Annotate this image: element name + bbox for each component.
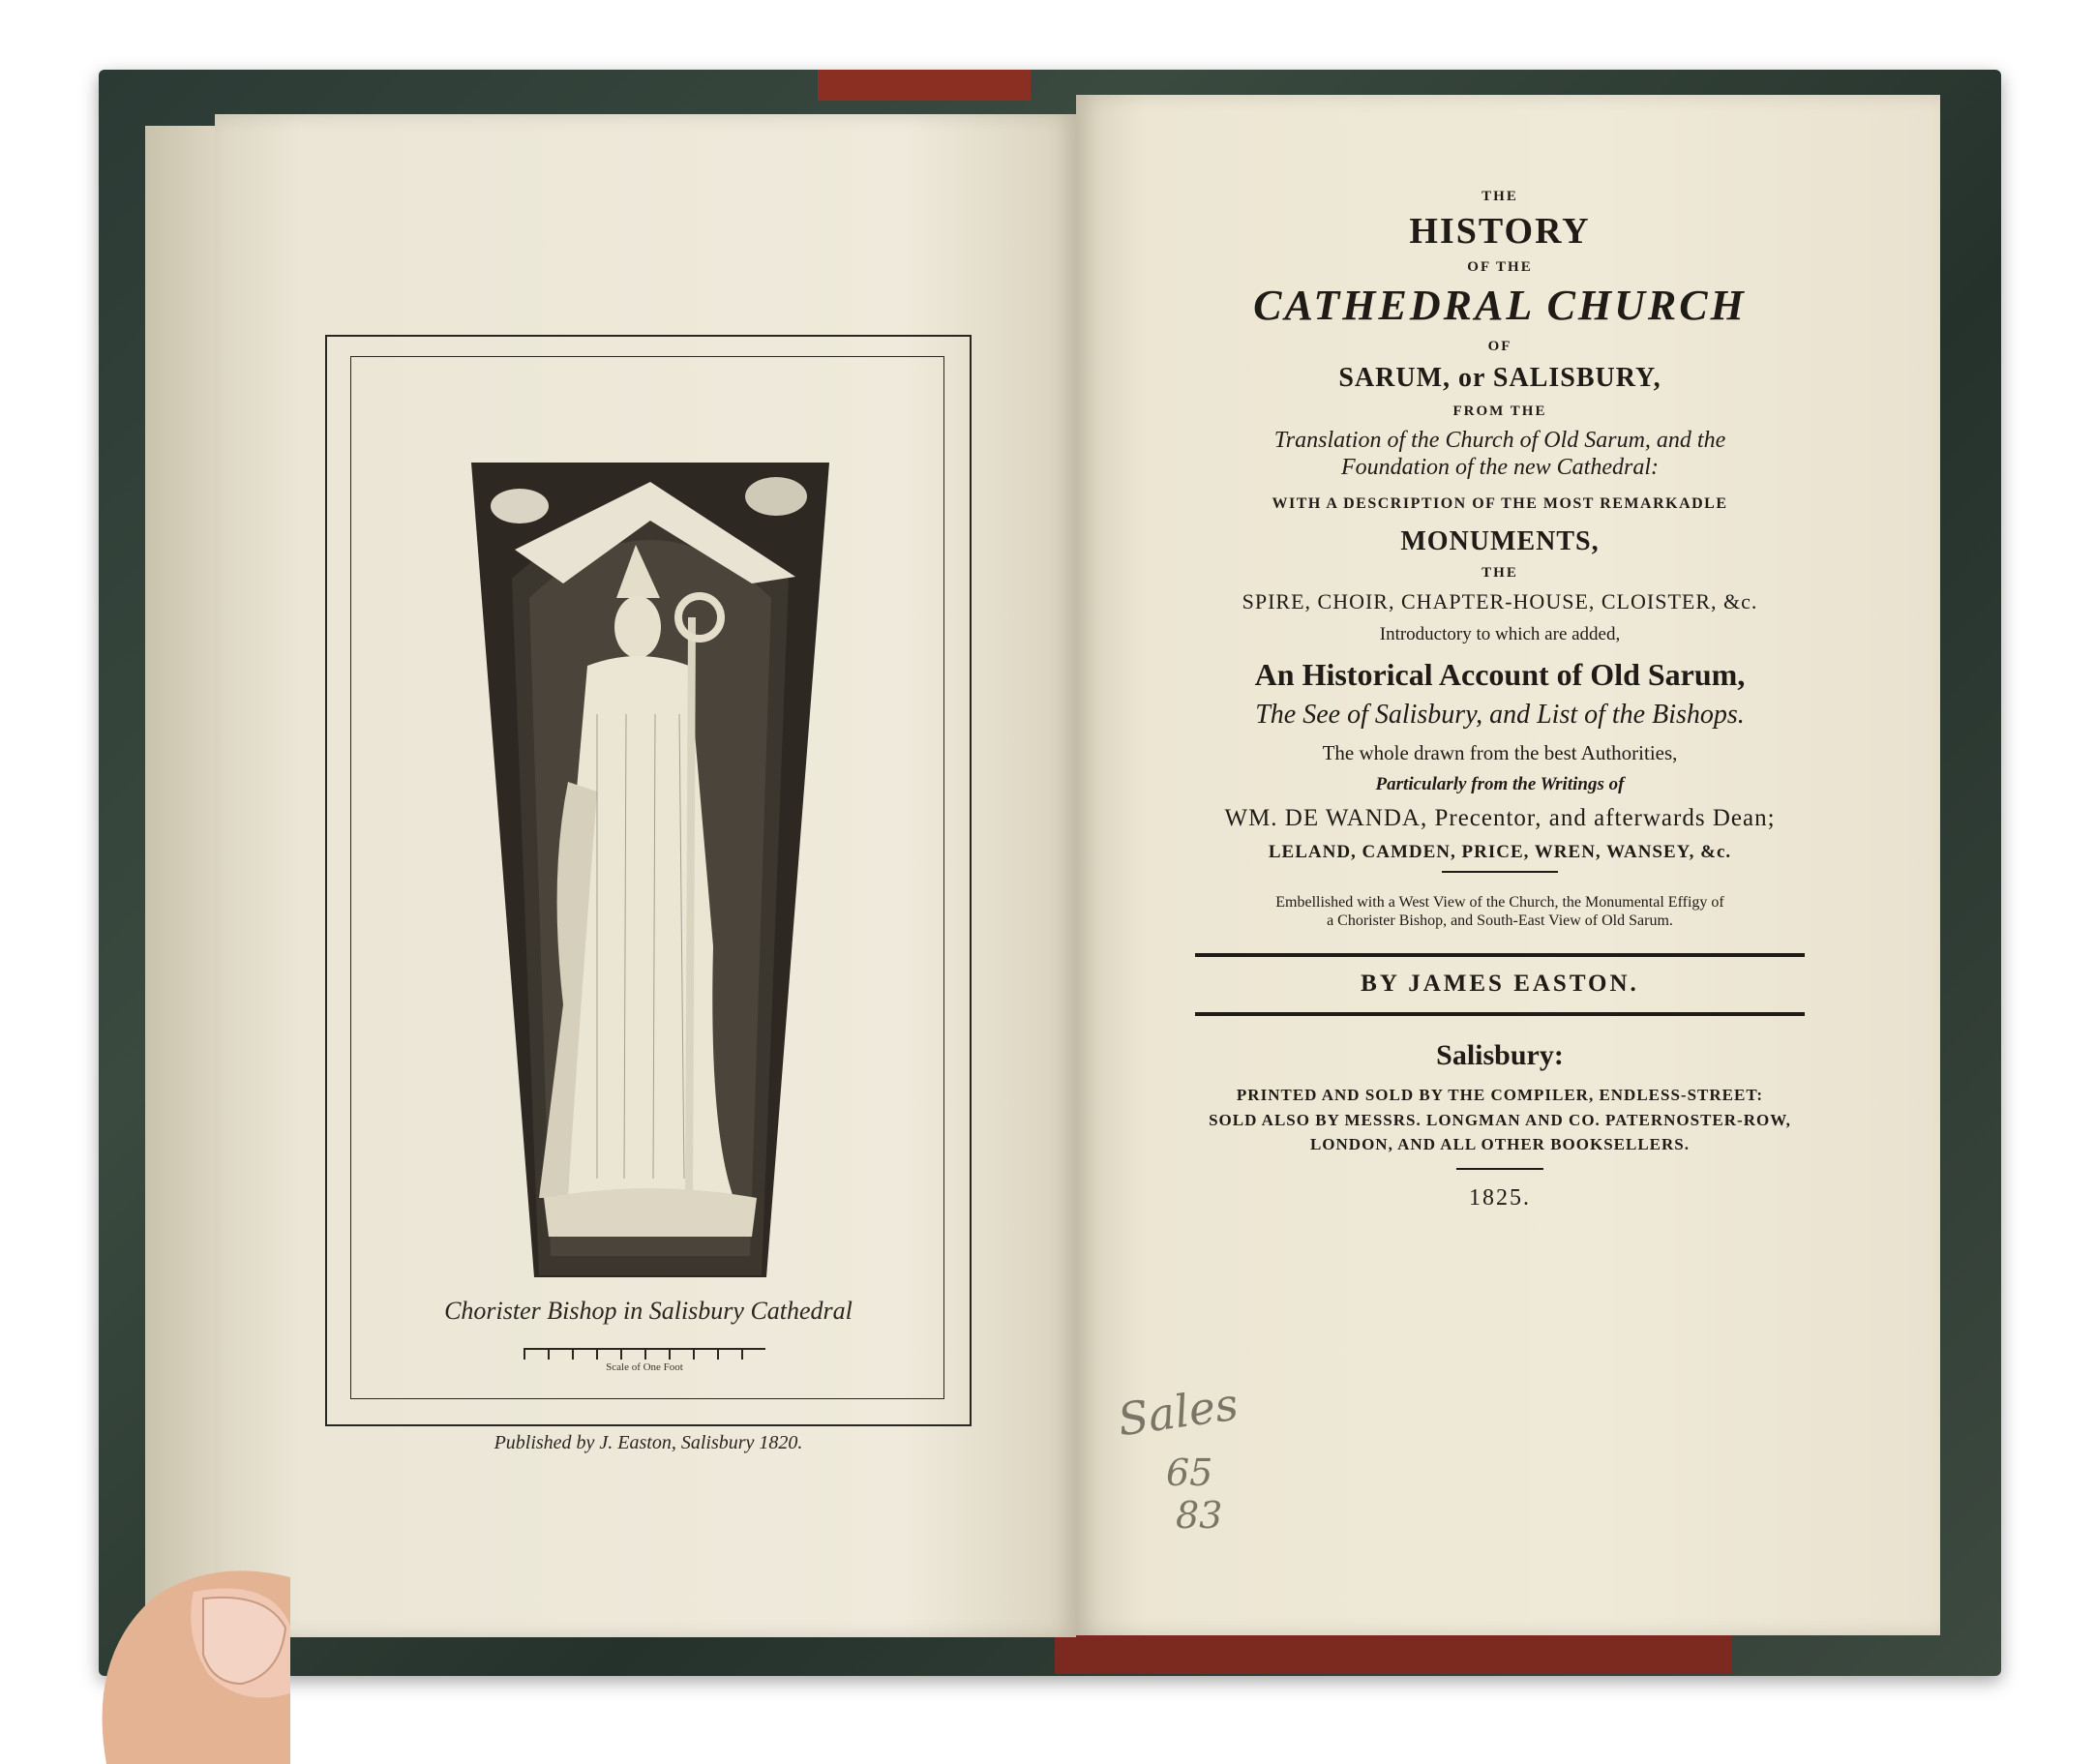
the-label-2: THE — [1481, 565, 1518, 582]
imprint-place: Salisbury: — [1436, 1038, 1564, 1071]
title-sarum: SARUM, or SALISBURY, — [1338, 363, 1661, 394]
of-label: OF — [1487, 338, 1512, 354]
pencil-word: Sales — [1114, 1377, 1242, 1447]
translation-line: Translation of the Church of Old Sarum, and the — [1273, 428, 1726, 454]
publication-year: 1825. — [1469, 1184, 1531, 1211]
effigy-engraving — [471, 463, 829, 1277]
wanda-line: WM. DE WANDA, Precentor, and afterwards Dean; — [1224, 804, 1776, 831]
embellished-line-1: Embellished with a West View of the Church, the Monumental Effigy of — [1275, 894, 1724, 912]
short-rule-2 — [1456, 1168, 1543, 1170]
embellished-line-2: a Chorister Bishop, and South-East View of Old Sarum. — [1327, 912, 1673, 929]
printed-line-1: PRINTED AND SOLD BY THE COMPILER, ENDLESS-STREET: — [1236, 1086, 1764, 1105]
particularly-line: Particularly from the Writings of — [1375, 773, 1625, 794]
printed-line-2: SOLD ALSO BY MESSRS. LONGMAN AND CO. PATERNOSTER-ROW, — [1209, 1110, 1791, 1129]
author-line: BY JAMES EASTON. — [1361, 970, 1639, 997]
publication-line: Published by J. Easton, Salisbury 1820. — [494, 1432, 803, 1453]
short-rule-1 — [1442, 871, 1558, 873]
pencil-annotation — [1079, 1377, 1272, 1555]
leland-line: LELAND, CAMDEN, PRICE, WREN, WANSEY, &c. — [1268, 842, 1732, 863]
whole-drawn-line: The whole drawn from the best Authorities, — [1322, 740, 1678, 764]
rule-top — [1195, 953, 1805, 957]
title-cathedral-church: CATHEDRAL CHURCH — [1253, 282, 1747, 330]
pencil-number-1: 65 — [1166, 1451, 1213, 1494]
scale-label: Scale of One Foot — [606, 1361, 683, 1373]
spire-line: SPIRE, CHOIR, CHAPTER-HOUSE, CLOISTER, &c. — [1242, 589, 1758, 614]
spine-bottom — [1055, 1635, 1732, 1674]
from-the-label: FROM THE — [1452, 404, 1547, 420]
the-label: THE — [1481, 189, 1518, 204]
thumb — [48, 1539, 290, 1764]
historical-account-line: An Historical Account of Old Sarum, — [1254, 656, 1746, 692]
foundation-line: Foundation of the new Cathedral: — [1341, 455, 1659, 481]
printed-line-3: LONDON, AND ALL OTHER BOOKSELLERS. — [1309, 1135, 1691, 1154]
plate-caption: Chorister Bishop in Salisbury Cathedral — [444, 1297, 853, 1325]
of-the-label: OF THE — [1467, 258, 1533, 275]
pencil-number-2: 83 — [1176, 1494, 1223, 1537]
spine-top — [818, 70, 1031, 101]
scale-bar — [524, 1348, 765, 1360]
rule-bottom — [1195, 1012, 1805, 1016]
endpaper-edge — [145, 126, 223, 1635]
see-of-salisbury-line: The See of Salisbury, and List of the Bishops. — [1255, 700, 1745, 731]
title-history: HISTORY — [1409, 211, 1591, 253]
title-page-text — [1142, 189, 1858, 1211]
introductory-line: Introductory to which are added, — [1379, 623, 1621, 644]
description-line: WITH A DESCRIPTION OF THE MOST REMARKADLE — [1272, 494, 1728, 512]
monuments-line: MONUMENTS, — [1400, 526, 1600, 557]
